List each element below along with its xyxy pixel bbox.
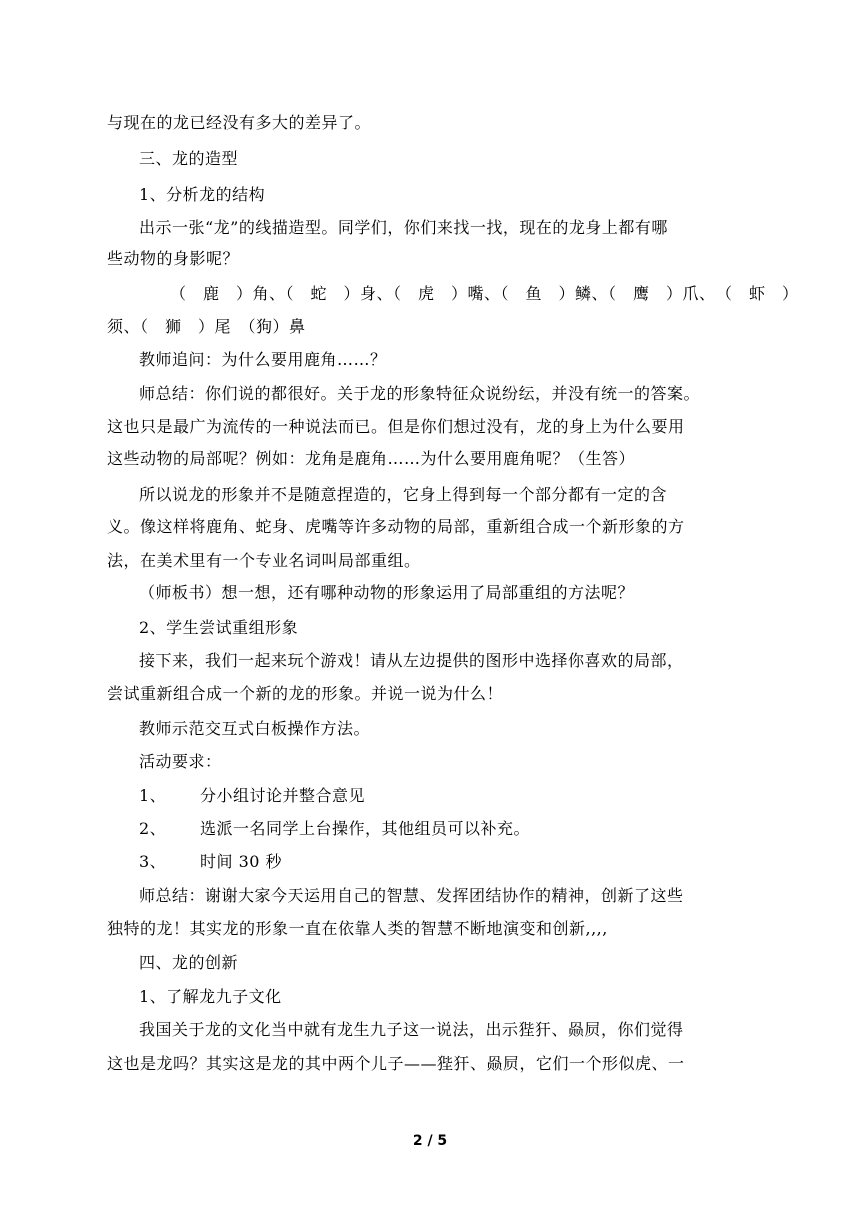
paragraph-line: 出示一张“龙”的线描造型。同学们，你们来找一找，现在的龙身上都有哪 <box>139 218 668 237</box>
fill-in-blanks-line: 须、（ 狮 ）尾 （狗）鼻 <box>107 317 306 336</box>
list-item-number: 2、 <box>139 819 167 838</box>
paragraph-line: 与现在的龙已经没有多大的差异了。 <box>107 113 372 132</box>
page-number: 2 / 5 <box>412 1133 448 1149</box>
paragraph-line: 这些动物的局部呢？例如：龙角是鹿角……为什么要用鹿角呢？（生答） <box>107 449 636 468</box>
paragraph-line: 尝试重新组合成一个新的龙的形象。并说一说为什么！ <box>107 684 504 703</box>
list-item-text: 分小组讨论并整合意见 <box>200 786 366 805</box>
subheading-nine-sons: 1、了解龙九子文化 <box>139 987 282 1006</box>
paragraph-line: （师板书）想一想，还有哪种动物的形象运用了局部重组的方法呢？ <box>139 583 635 602</box>
list-item-number: 1、 <box>139 786 167 805</box>
subheading-analyze-structure: 1、分析龙的结构 <box>139 185 266 204</box>
paragraph-line: 活动要求： <box>139 752 222 771</box>
paragraph-line: 师总结：你们说的都很好。关于龙的形象特征众说纷纭，并没有统一的答案。 <box>139 384 701 403</box>
paragraph-line: 独特的龙！其实龙的形象一直在依靠人类的智慧不断地演变和创新,,,, <box>107 919 608 938</box>
paragraph-line: 所以说龙的形象并不是随意捏造的，它身上得到每一个部分都有一定的含 <box>139 485 668 504</box>
paragraph-line: 些动物的身影呢？ <box>107 249 240 268</box>
section-heading-4: 四、龙的创新 <box>139 953 239 972</box>
paragraph-line: 教师追问：为什么要用鹿角……？ <box>139 350 387 369</box>
paragraph-line: 这也只是最广为流传的一种说法而已。但是你们想过没有，龙的身上为什么要用 <box>107 417 685 436</box>
paragraph-line: 我国关于龙的文化当中就有龙生九子这一说法，出示狴犴、赑屃，你们觉得 <box>139 1020 684 1039</box>
list-item-text: 时间 30 秒 <box>200 852 283 871</box>
paragraph-line: 接下来，我们一起来玩个游戏！请从左边提供的图形中选择你喜欢的局部， <box>139 651 684 670</box>
paragraph-line: 义。像这样将鹿角、蛇身、虎嘴等许多动物的局部，重新组合成一个新形象的方 <box>107 517 685 536</box>
paragraph-line: 教师示范交互式白板操作方法。 <box>139 719 371 738</box>
list-item-text: 选派一名同学上台操作，其他组员可以补充。 <box>200 819 531 838</box>
paragraph-line: 师总结：谢谢大家今天运用自己的智慧、发挥团结协作的精神，创新了这些 <box>139 886 684 905</box>
list-item-number: 3、 <box>139 852 167 871</box>
paragraph-line: 这也是龙吗？其实这是龙的其中两个儿子——狴犴、赑屃，它们一个形似虎、一 <box>107 1054 685 1073</box>
paragraph-line: 法，在美术里有一个专业名词叫局部重组。 <box>107 551 421 570</box>
subheading-student-try: 2、学生尝试重组形象 <box>139 618 299 637</box>
fill-in-blanks-line: （ 鹿 ）角、（ 蛇 ）身、（ 虎 ）嘴、（ 鱼 ）鳞、（ 鹰 ）爪、 （ 虾 ） <box>170 284 799 303</box>
section-heading-3: 三、龙的造型 <box>139 149 239 168</box>
